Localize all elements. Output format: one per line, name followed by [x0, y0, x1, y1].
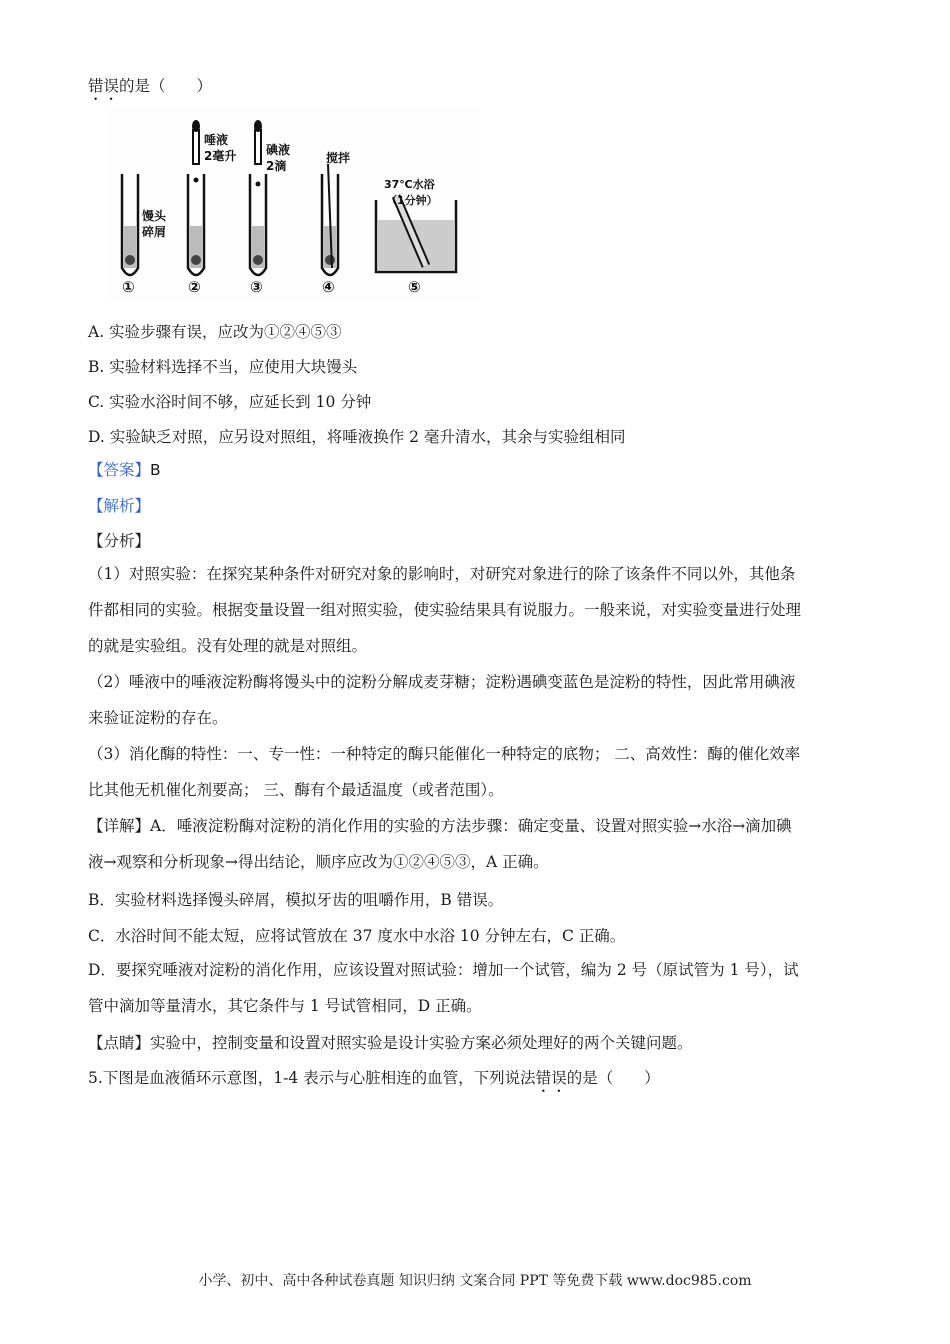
detail-d: D．要探究唾液对淀粉的消化作用，应该设置对照试验：增加一个试管，编为 2 号（原试管为 1 号），试 管中滴加等量清水，其它条件与 1 号试管相同，D 正确。	[88, 961, 799, 1015]
option-a: A. 实验步骤有误，应改为①②④⑤③	[88, 323, 342, 341]
page-footer: 小学、初中、高中各种试卷真题 知识归纳 文案合同 PPT 等免费下载 www.doc985.com	[198, 1273, 752, 1289]
analysis-paragraph-2: （2）唾液中的唾液淀粉酶将馒头中的淀粉分解成麦芽糖；淀粉遇碘变蓝色是淀粉的特性，因此常用碘液 来验证淀粉的存在。	[88, 673, 796, 727]
stir-label: 搅拌	[326, 151, 351, 165]
analysis-paragraph-3: （3）消化酶的特性：一、专一性：一种特定的酶只能催化一种特定的底物； 二、高效性：酶的催化效率 比其他无机催化剂要高； 三、酶有个最适温度（或者范围）。	[88, 745, 801, 799]
step-number-3: ③	[250, 278, 263, 296]
dianjing-tag: 【点睛】	[88, 1034, 151, 1052]
detail-b: B．实验材料选择馒头碎屑，模拟牙齿的咀嚼作用，B 错误。	[88, 891, 504, 909]
detail-c: C．水浴时间不能太短，应将试管放在 37 度水中水浴 10 分钟左右，C 正确。	[88, 927, 626, 945]
step-number-5: ⑤	[408, 278, 421, 296]
option-d: D. 实验缺乏对照，应另设对照组，将唾液换作 2 毫升清水，其余与实验组相同	[88, 428, 626, 446]
fenxi-tag: 【分析】	[88, 532, 151, 550]
answer-line	[88, 460, 161, 480]
saliva-label-1: 唾液	[204, 133, 229, 147]
step-number-1: ①	[122, 278, 135, 296]
mantou-label-2: 碎屑	[142, 225, 167, 239]
analysis-paragraph-1: （1）对照实验：在探究某种条件对研究对象的影响时，对研究对象进行的除了该条件不同以外，其他条 件都相同的实验。根据变量设置一组对照实验，使实验结果具有说服力。一般来说，对实验变量进行处理 的就是实验组。没有处理的就是对照组。	[88, 565, 802, 655]
question-stem-tail: 错误的是（ ）	[88, 77, 213, 95]
detail-tag: 【详解】	[88, 817, 151, 835]
option-b: B. 实验材料选择不当，应使用大块馒头	[88, 358, 358, 376]
step-number-4: ④	[322, 278, 335, 296]
mantou-label-1: 馒头	[142, 209, 167, 223]
analysis-tag: 【解析】	[88, 497, 151, 515]
dianjing-line: 【点睛】实验中，控制变量和设置对照实验是设计实验方案必须处理好的两个关键问题。	[88, 1034, 693, 1052]
bath-label-2: （1分钟）	[386, 194, 438, 207]
iodine-label-1: 碘液	[266, 143, 291, 157]
question-5: 5.下图是血液循环示意图，1-4 表示与心脏相连的血管，下列说法错误的是（ ）	[88, 1069, 660, 1087]
emphasis-text: 错误	[535, 1069, 567, 1087]
answer-value: B	[150, 461, 161, 479]
iodine-label-2: 2滴	[266, 159, 287, 173]
emphasis-text: 错误	[88, 77, 120, 95]
step-number-2: ②	[188, 278, 201, 296]
bath-label-1: 37℃水浴	[384, 178, 435, 191]
saliva-label-2: 2毫升	[204, 149, 237, 163]
detail-paragraph: 【详解】A．唾液淀粉酶对淀粉的消化作用的实验的方法步骤：确定变量、设置对照实验→水浴→滴加碘 液→观察和分析现象→得出结论，顺序应改为①②④⑤③，A 正确。	[88, 817, 792, 871]
experiment-figure	[108, 108, 480, 300]
answer-tag: 【答案】	[88, 461, 151, 479]
option-c: C. 实验水浴时间不够，应延长到 10 分钟	[88, 393, 372, 411]
